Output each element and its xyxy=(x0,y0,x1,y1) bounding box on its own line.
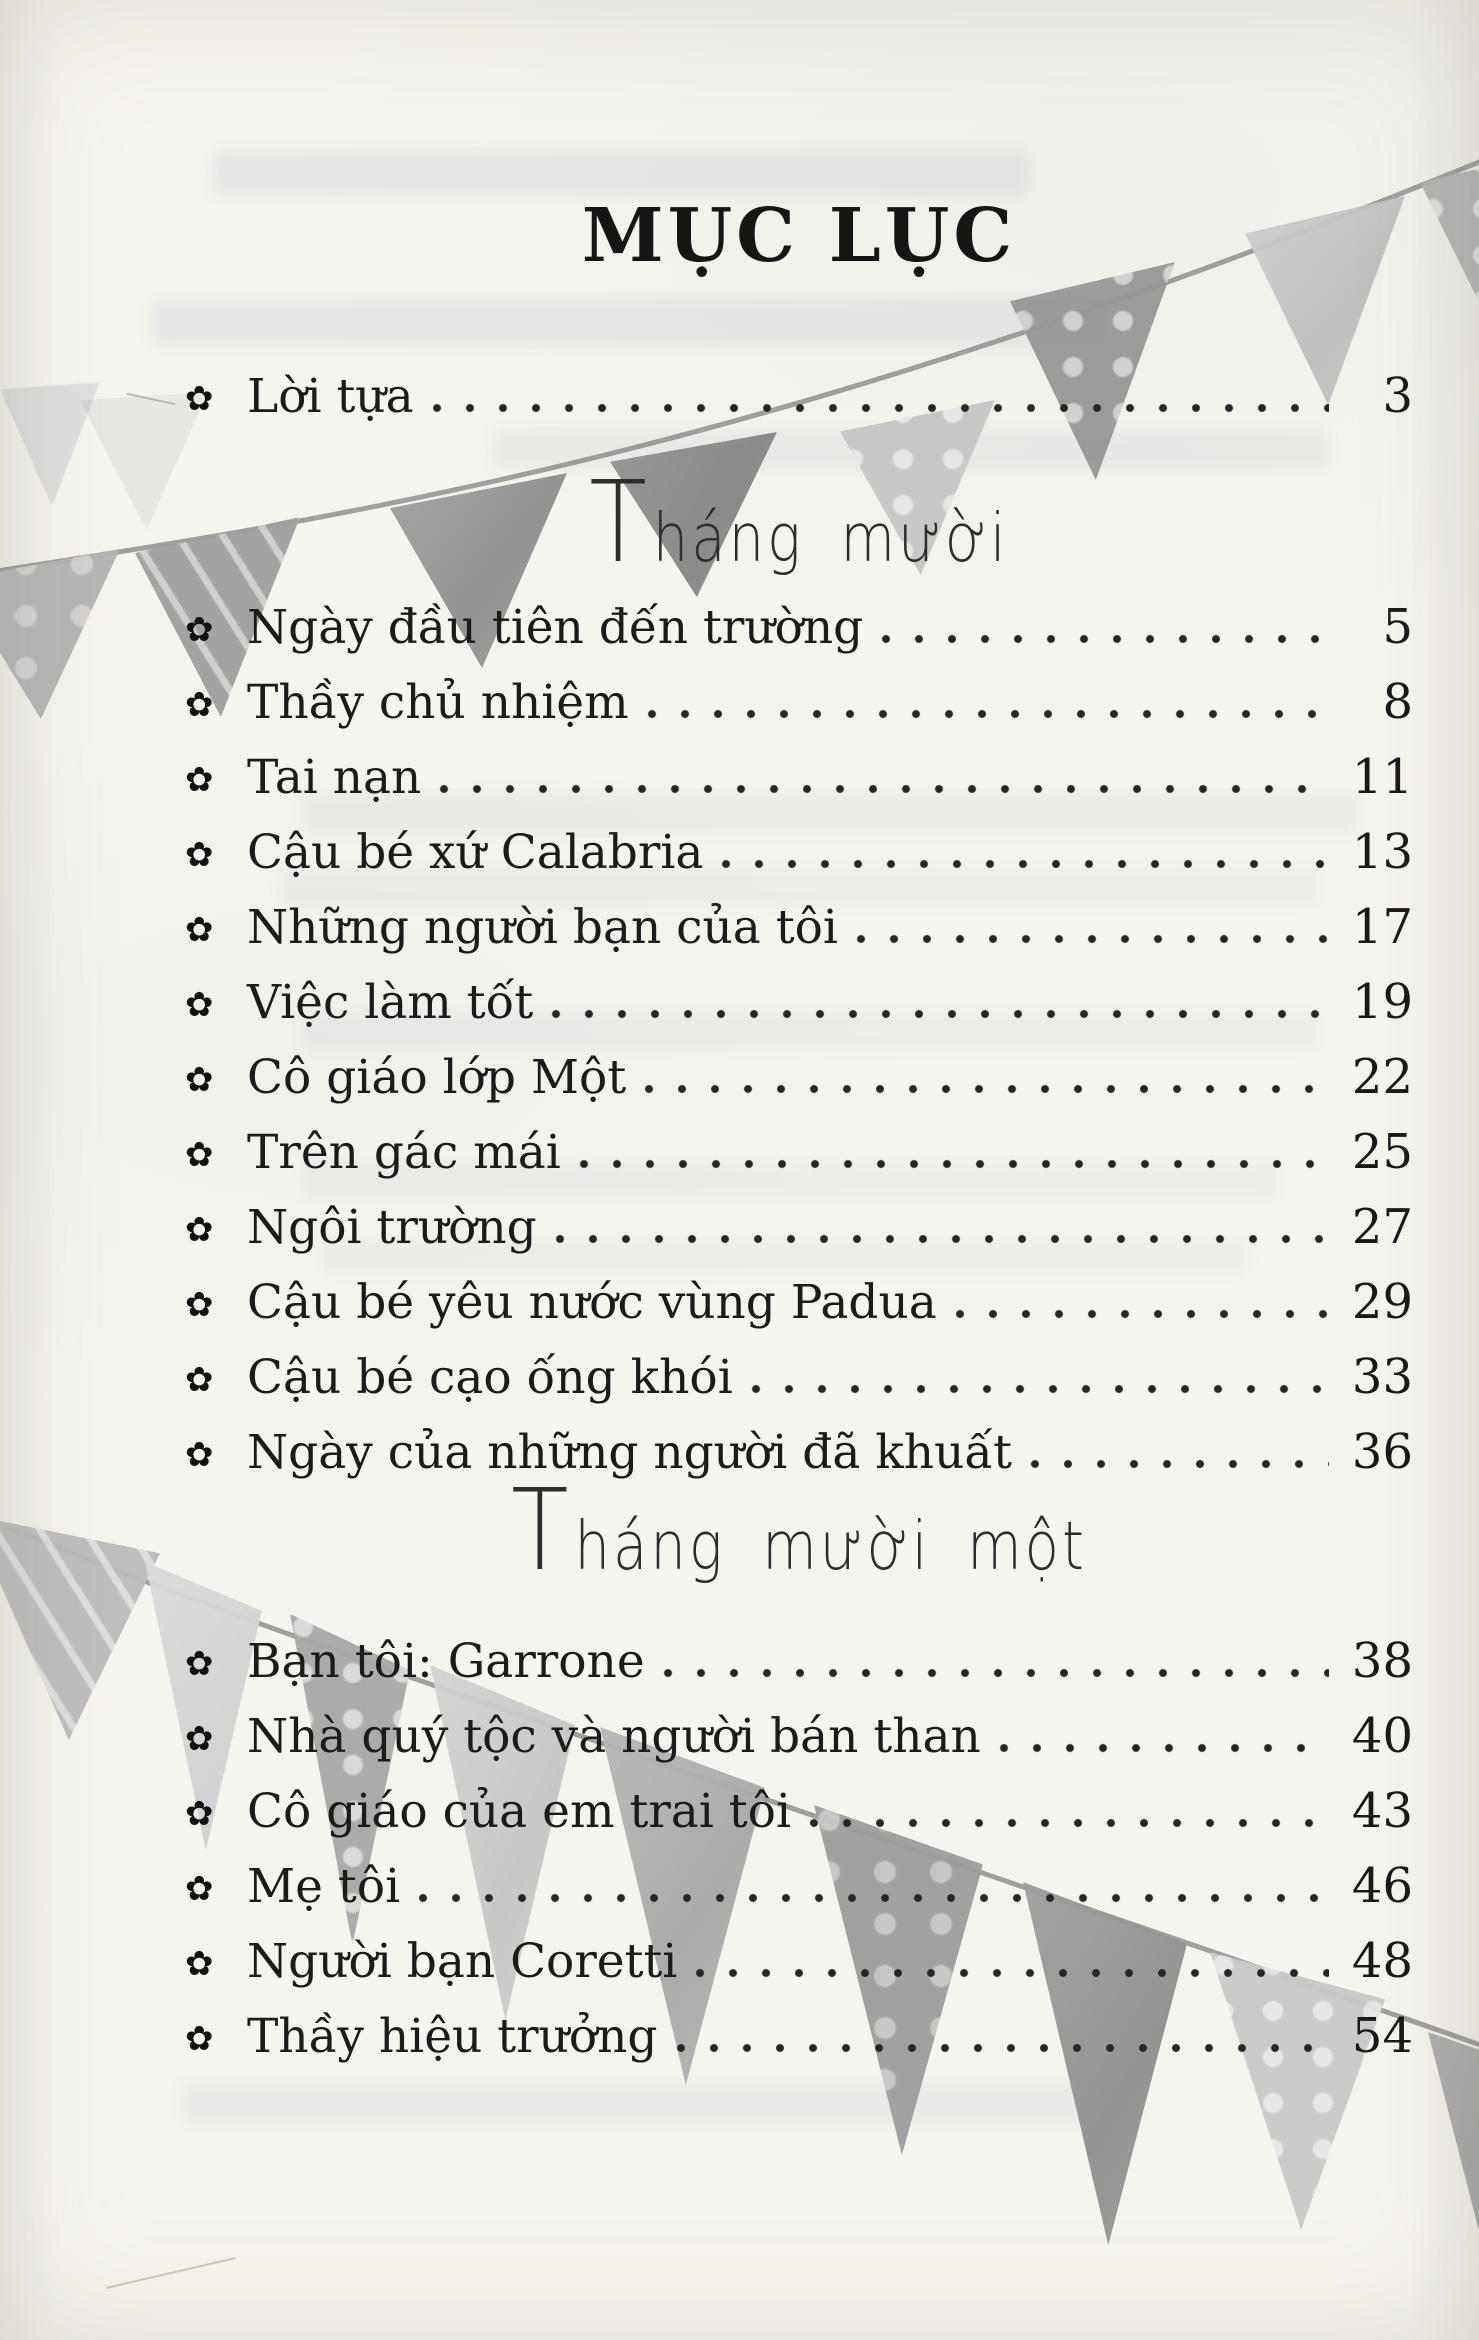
flower-bullet-icon: ✿ xyxy=(185,610,214,650)
toc-entry-label: Lời tựa xyxy=(247,369,414,424)
page-title: MỤC LỤC xyxy=(581,193,1017,279)
toc-row xyxy=(185,901,1413,955)
dot-leader xyxy=(751,1383,1329,1396)
toc-row xyxy=(185,826,1413,880)
toc-row xyxy=(185,1201,1413,1255)
flower-bullet-icon: ✿ xyxy=(185,1210,214,1250)
toc-entry-label: Mẹ tôi xyxy=(247,1859,401,1914)
flower-bullet-icon: ✿ xyxy=(185,1135,214,1175)
toc-entry-page-number: 29 xyxy=(1351,1274,1413,1330)
flower-bullet-icon: ✿ xyxy=(185,2019,214,2059)
dot-leader xyxy=(418,1892,1329,1905)
flower-bullet-icon: ✿ xyxy=(185,1060,214,1100)
toc-row xyxy=(185,751,1413,805)
toc-entry-page-number: 27 xyxy=(1351,1199,1413,1255)
dot-leader xyxy=(809,1817,1329,1830)
toc-row xyxy=(185,1860,1413,1914)
dot-leader xyxy=(555,1233,1329,1246)
dot-leader xyxy=(551,1008,1329,1021)
dot-leader xyxy=(695,1967,1329,1980)
flower-bullet-icon: ✿ xyxy=(185,685,214,725)
toc-entry-page-number: 46 xyxy=(1351,1858,1413,1914)
toc-entry-page-number: 17 xyxy=(1351,899,1413,955)
toc-row xyxy=(185,1635,1413,1689)
dot-leader xyxy=(856,933,1329,946)
dot-leader xyxy=(676,2042,1329,2055)
dot-leader xyxy=(432,402,1329,415)
dot-leader xyxy=(721,858,1329,871)
flower-bullet-icon: ✿ xyxy=(185,1360,214,1400)
flower-bullet-icon: ✿ xyxy=(185,910,214,950)
toc-row xyxy=(185,676,1413,730)
section-header-thang-muoi: Tháng mười xyxy=(589,457,1009,589)
toc-entry-label: Cô giáo lớp Một xyxy=(247,1050,627,1105)
flower-bullet-icon: ✿ xyxy=(185,985,214,1025)
toc-entry-label: Cô giáo của em trai tôi xyxy=(247,1784,792,1839)
toc-entry-label: Thầy hiệu trưởng xyxy=(247,2009,658,2064)
toc-row xyxy=(185,1935,1413,1989)
toc-row xyxy=(185,1051,1413,1105)
toc-row xyxy=(185,1426,1413,1480)
toc-row xyxy=(185,1785,1413,1839)
toc-entry-label: Những người bạn của tôi xyxy=(247,900,838,955)
toc-entry-page-number: 54 xyxy=(1351,2008,1413,2064)
toc-entry-page-number: 33 xyxy=(1351,1349,1413,1405)
toc-entry-page-number: 11 xyxy=(1351,749,1413,805)
toc-row xyxy=(185,2010,1413,2064)
toc-row xyxy=(185,370,1413,424)
toc-row xyxy=(185,1351,1413,1405)
section-header-thang-muoi-mot: Tháng mười một xyxy=(511,1465,1087,1597)
toc-entry-label: Nhà quý tộc và người bán than xyxy=(247,1709,981,1764)
toc-entry-page-number: 8 xyxy=(1382,674,1413,730)
toc-row xyxy=(185,1710,1413,1764)
dot-leader xyxy=(881,633,1329,646)
toc-row xyxy=(185,601,1413,655)
toc-entry-page-number: 40 xyxy=(1351,1708,1413,1764)
flower-bullet-icon: ✿ xyxy=(185,1285,214,1325)
toc-entry-page-number: 5 xyxy=(1382,599,1413,655)
flower-bullet-icon: ✿ xyxy=(185,1944,214,1984)
flower-bullet-icon: ✿ xyxy=(185,1435,214,1475)
toc-entry-page-number: 43 xyxy=(1351,1783,1413,1839)
dot-leader xyxy=(663,1667,1329,1680)
toc-entry-page-number: 48 xyxy=(1351,1933,1413,1989)
flower-bullet-icon: ✿ xyxy=(185,835,214,875)
toc-entry-label: Ngày đầu tiên đến trường xyxy=(247,600,864,655)
toc-entry-label: Ngôi trường xyxy=(247,1200,537,1255)
flower-bullet-icon: ✿ xyxy=(185,760,214,800)
flower-bullet-icon: ✿ xyxy=(185,1644,214,1684)
toc-entry-page-number: 36 xyxy=(1351,1424,1413,1480)
dot-leader xyxy=(579,1158,1329,1171)
toc-entry-page-number: 13 xyxy=(1351,824,1413,880)
flower-bullet-icon: ✿ xyxy=(185,1719,214,1759)
toc-entry-label: Người bạn Coretti xyxy=(247,1934,678,1989)
dot-leader xyxy=(1030,1458,1329,1471)
toc-entry-label: Ngày của những người đã khuất xyxy=(247,1425,1013,1480)
dot-leader xyxy=(999,1742,1329,1755)
toc-entry-label: Việc làm tốt xyxy=(247,975,534,1030)
flower-bullet-icon: ✿ xyxy=(185,379,214,419)
toc-entry-label: Bạn tôi: Garrone xyxy=(247,1634,645,1689)
toc-row xyxy=(185,976,1413,1030)
toc-entry-label: Thầy chủ nhiệm xyxy=(247,675,629,730)
toc-entry-page-number: 3 xyxy=(1382,368,1413,424)
toc-entry-label: Tai nạn xyxy=(247,750,422,805)
flower-bullet-icon: ✿ xyxy=(185,1869,214,1909)
dot-leader xyxy=(439,783,1329,796)
toc-row xyxy=(185,1126,1413,1180)
toc-entry-page-number: 19 xyxy=(1351,974,1413,1030)
toc-row xyxy=(185,1276,1413,1330)
dot-leader xyxy=(955,1308,1329,1321)
flower-bullet-icon: ✿ xyxy=(185,1794,214,1834)
toc-entry-label: Cậu bé cạo ống khói xyxy=(247,1350,733,1405)
toc-entry-page-number: 38 xyxy=(1351,1633,1413,1689)
toc-entry-page-number: 25 xyxy=(1351,1124,1413,1180)
dot-leader xyxy=(647,708,1329,721)
dot-leader xyxy=(644,1083,1329,1096)
toc-entry-label: Cậu bé yêu nước vùng Padua xyxy=(247,1275,937,1330)
toc-entry-page-number: 22 xyxy=(1351,1049,1413,1105)
toc-entry-label: Cậu bé xứ Calabria xyxy=(247,825,704,880)
toc-entry-label: Trên gác mái xyxy=(247,1125,561,1180)
